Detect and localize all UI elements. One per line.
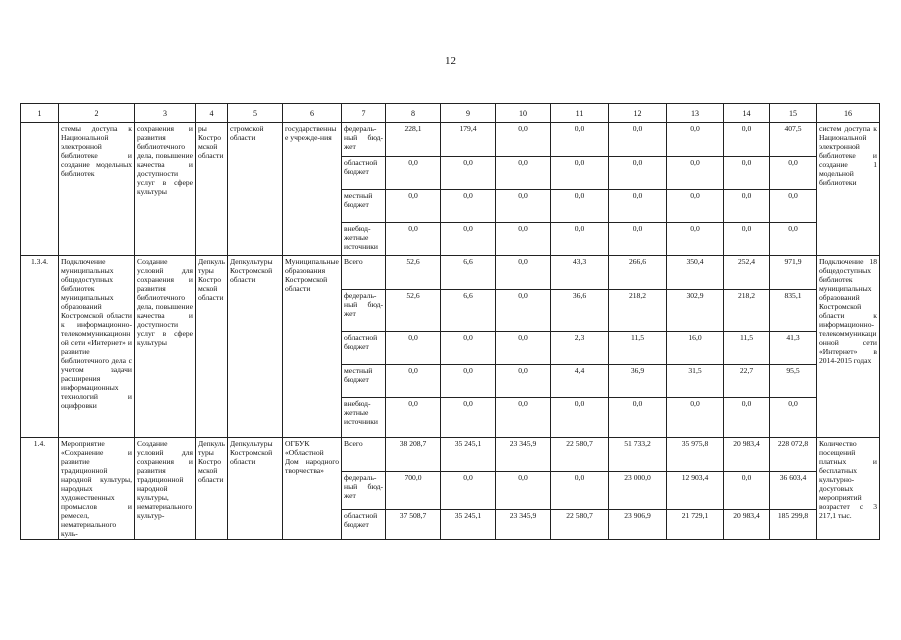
header-cell: 14 (724, 104, 770, 123)
funding-source-cell: областной бюджет (342, 332, 386, 365)
value-cell: 228 072,8 (770, 438, 817, 472)
header-cell: 11 (551, 104, 609, 123)
value-cell: 179,4 (441, 123, 496, 157)
value-cell: 23 345,9 (496, 509, 551, 539)
value-cell: 52,6 (386, 290, 441, 332)
header-cell: 3 (135, 104, 196, 123)
value-cell: 23 000,0 (609, 472, 667, 510)
value-cell: 0,0 (441, 398, 496, 438)
value-cell: 700,0 (386, 472, 441, 510)
value-cell: 0,0 (667, 223, 724, 256)
value-cell: 266,6 (609, 256, 667, 290)
header-cell: 2 (59, 104, 135, 123)
header-cell: 12 (609, 104, 667, 123)
value-cell: 0,0 (551, 157, 609, 190)
value-cell: 22 580,7 (551, 438, 609, 472)
value-cell: 0,0 (386, 365, 441, 398)
funding-source-cell: федераль-ный бюд-жет (342, 472, 386, 510)
value-cell: 0,0 (496, 332, 551, 365)
value-cell: 0,0 (386, 398, 441, 438)
value-cell: 12 903,4 (667, 472, 724, 510)
value-cell: 228,1 (386, 123, 441, 157)
value-cell: 35 975,8 (667, 438, 724, 472)
value-cell: 0,0 (724, 123, 770, 157)
value-cell: 350,4 (667, 256, 724, 290)
value-cell: 218,2 (609, 290, 667, 332)
value-cell: 0,0 (609, 398, 667, 438)
value-cell: 38 208,7 (386, 438, 441, 472)
value-cell: 0,0 (496, 290, 551, 332)
value-cell: 218,2 (724, 290, 770, 332)
value-cell: 0,0 (386, 223, 441, 256)
page-number: 12 (445, 55, 456, 67)
funding-source-cell: областной бюджет (342, 157, 386, 190)
value-cell: 36,9 (609, 365, 667, 398)
value-cell: 0,0 (724, 398, 770, 438)
value-cell: 21 729,1 (667, 509, 724, 539)
value-cell: 6,6 (441, 256, 496, 290)
value-cell: 0,0 (609, 157, 667, 190)
value-cell: 0,0 (724, 223, 770, 256)
value-cell: 0,0 (441, 365, 496, 398)
value-cell: 0,0 (496, 157, 551, 190)
value-cell: 0,0 (441, 157, 496, 190)
coordinator-cell: стромской области (228, 123, 283, 256)
value-cell: 0,0 (496, 223, 551, 256)
header-cell: 1 (21, 104, 59, 123)
value-cell: 0,0 (441, 223, 496, 256)
header-cell: 10 (496, 104, 551, 123)
value-cell: 37 508,7 (386, 509, 441, 539)
value-cell: 35 245,1 (441, 509, 496, 539)
activity-name-cell: стемы доступа к Национальной электронной библиотеке и создание модельных библиотек (59, 123, 135, 256)
value-cell: 302,9 (667, 290, 724, 332)
value-cell: 36,6 (551, 290, 609, 332)
value-cell: 0,0 (667, 157, 724, 190)
value-cell: 0,0 (496, 190, 551, 223)
value-cell: 20 983,4 (724, 438, 770, 472)
funding-source-cell: местный бюджет (342, 190, 386, 223)
header-cell: 15 (770, 104, 817, 123)
value-cell: 0,0 (441, 190, 496, 223)
funding-source-cell: Всего (342, 438, 386, 472)
row-number-cell (21, 123, 59, 256)
value-cell: 0,0 (386, 190, 441, 223)
funding-source-cell: областной бюджет (342, 509, 386, 539)
result-cell: Подключение 18 общедоступных библиотек муниципальных образований Костромской области к информационно-телекоммуникационной сети «Интернет» в 2014-2015 годах (817, 256, 880, 438)
value-cell: 0,0 (441, 332, 496, 365)
header-cell: 13 (667, 104, 724, 123)
funding-source-cell: Всего (342, 256, 386, 290)
value-cell: 23 906,9 (609, 509, 667, 539)
table-row (21, 438, 880, 472)
goal-cell: Создание условий для сохранения и развития традиционной народной культуры, нематериального культур- (135, 438, 196, 540)
value-cell: 0,0 (609, 123, 667, 157)
value-cell: 0,0 (724, 190, 770, 223)
result-cell: систем доступа к Национальной электронной библиотеке и создание 1 модельной библиотеки (817, 123, 880, 256)
value-cell: 2,3 (551, 332, 609, 365)
value-cell: 52,6 (386, 256, 441, 290)
funding-source-cell: внебюд-жетные источники (342, 398, 386, 438)
value-cell: 0,0 (667, 123, 724, 157)
value-cell: 6,6 (441, 290, 496, 332)
value-cell: 971,9 (770, 256, 817, 290)
header-row (21, 104, 880, 123)
value-cell: 185 299,8 (770, 509, 817, 539)
value-cell: 0,0 (609, 223, 667, 256)
value-cell: 0,0 (770, 223, 817, 256)
funding-source-cell: внебюд-жетные источники (342, 223, 386, 256)
value-cell: 0,0 (551, 398, 609, 438)
value-cell: 16,0 (667, 332, 724, 365)
header-cell: 9 (441, 104, 496, 123)
value-cell: 0,0 (770, 398, 817, 438)
value-cell: 0,0 (551, 123, 609, 157)
value-cell: 0,0 (496, 123, 551, 157)
value-cell: 0,0 (441, 472, 496, 510)
funding-source-cell: федераль-ный бюд-жет (342, 290, 386, 332)
activity-name-cell: Мероприятие «Сохранение и развитие традиционной народной культуры, народных художественных промыслов и ремесел, нематериального куль- (59, 438, 135, 540)
value-cell: 0,0 (609, 190, 667, 223)
value-cell: 0,0 (667, 398, 724, 438)
header-cell: 6 (283, 104, 342, 123)
value-cell: 0,0 (724, 472, 770, 510)
value-cell: 11,5 (609, 332, 667, 365)
table-row (21, 123, 880, 157)
value-cell: 252,4 (724, 256, 770, 290)
value-cell: 0,0 (667, 190, 724, 223)
row-number-cell: 1.3.4. (21, 256, 59, 438)
activity-name-cell: Подключение муниципальных общедоступных библиотек муниципальных образований Костромской области к информационно-телекоммуникационной сети «Интернет» и развитие библиотечного дела с учетом задачи расширения информационных технологий и оцифровки (59, 256, 135, 438)
value-cell: 0,0 (496, 365, 551, 398)
executor-cell: государственные учрежде-ния (283, 123, 342, 256)
funding-source-cell: местный бюджет (342, 365, 386, 398)
header-cell: 5 (228, 104, 283, 123)
value-cell: 0,0 (496, 256, 551, 290)
value-cell: 20 983,4 (724, 509, 770, 539)
responsible-cell: Депкультуры Костромской области (196, 256, 228, 438)
value-cell: 0,0 (386, 157, 441, 190)
value-cell: 0,0 (551, 223, 609, 256)
value-cell: 0,0 (496, 398, 551, 438)
executor-cell: ОГБУК «Областной Дом народного творчества» (283, 438, 342, 540)
table-row (21, 256, 880, 290)
value-cell: 36 603,4 (770, 472, 817, 510)
value-cell: 22,7 (724, 365, 770, 398)
header-cell: 16 (817, 104, 880, 123)
goal-cell: Создание условий для сохранения и развития библиотечного дела, повышение качества и доступности услуг в сфере культуры (135, 256, 196, 438)
result-cell: Количество посещений платных и бесплатных культурно-досуговых мероприятий возрастет с 3 217,1 тыс. (817, 438, 880, 540)
value-cell: 0,0 (770, 190, 817, 223)
value-cell: 23 345,9 (496, 438, 551, 472)
value-cell: 31,5 (667, 365, 724, 398)
header-cell: 4 (196, 104, 228, 123)
funding-source-cell: федераль-ный бюд-жет (342, 123, 386, 157)
value-cell: 0,0 (770, 157, 817, 190)
value-cell: 0,0 (386, 332, 441, 365)
value-cell: 95,5 (770, 365, 817, 398)
coordinator-cell: Депкультуры Костромской области (228, 438, 283, 540)
header-cell: 8 (386, 104, 441, 123)
value-cell: 0,0 (724, 157, 770, 190)
value-cell: 835,1 (770, 290, 817, 332)
header-cell: 7 (342, 104, 386, 123)
value-cell: 0,0 (551, 472, 609, 510)
value-cell: 407,5 (770, 123, 817, 157)
row-number-cell: 1.4. (21, 438, 59, 540)
goal-cell: сохранения и развития библиотечного дела, повышение качества и доступности услуг в сфере культуры (135, 123, 196, 256)
responsible-cell: ры Костромской области (196, 123, 228, 256)
responsible-cell: Депкультуры Костромской области (196, 438, 228, 540)
value-cell: 22 580,7 (551, 509, 609, 539)
value-cell: 41,3 (770, 332, 817, 365)
coordinator-cell: Депкультуры Костромской области (228, 256, 283, 438)
value-cell: 35 245,1 (441, 438, 496, 472)
value-cell: 0,0 (496, 472, 551, 510)
budget-table (20, 103, 880, 540)
value-cell: 0,0 (551, 190, 609, 223)
value-cell: 4,4 (551, 365, 609, 398)
value-cell: 43,3 (551, 256, 609, 290)
value-cell: 51 733,2 (609, 438, 667, 472)
executor-cell: Муниципальные образования Костромской области (283, 256, 342, 438)
value-cell: 11,5 (724, 332, 770, 365)
